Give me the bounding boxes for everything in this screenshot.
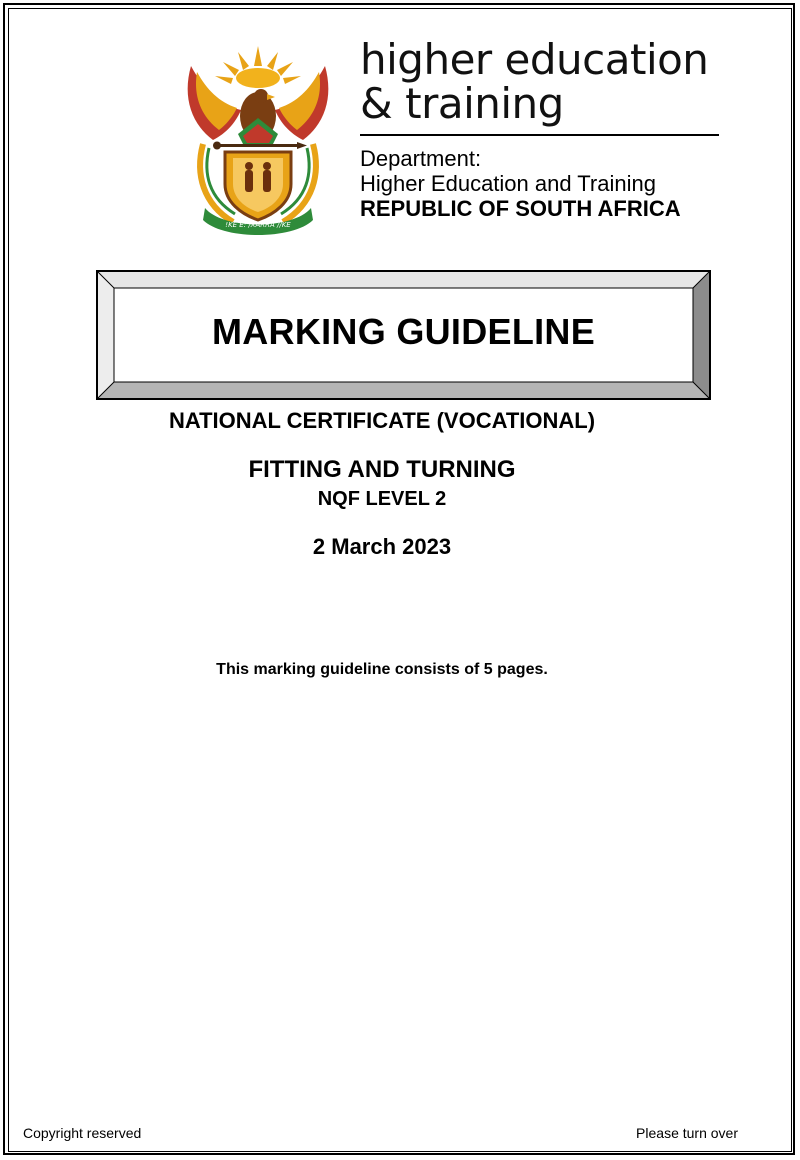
turn-over-note: Please turn over [636, 1125, 738, 1141]
dept-title-line1: higher education [360, 35, 709, 84]
coat-of-arms-icon [183, 44, 333, 236]
certificate-name: NATIONAL CERTIFICATE (VOCATIONAL) [168, 408, 596, 433]
dept-title-line2: & training [360, 79, 564, 128]
title-box [96, 270, 711, 400]
copyright-notice: Copyright reserved [23, 1125, 142, 1141]
crest-motto: !KE E: /XARRA //KE [225, 221, 291, 229]
subject-name: FITTING AND TURNING [248, 456, 516, 483]
dept-country: REPUBLIC OF SOUTH AFRICA [360, 196, 681, 221]
nqf-level: NQF LEVEL 2 [317, 488, 447, 510]
exam-date: 2 March 2023 [312, 534, 452, 559]
department-header [360, 35, 730, 221]
dept-divider [360, 134, 719, 136]
dept-name: Higher Education and Training [360, 171, 656, 196]
document-title: MARKING GUIDELINE [211, 311, 596, 352]
page-count-note: This marking guideline consists of 5 pages. [216, 661, 548, 678]
dept-label: Department: [360, 146, 482, 171]
